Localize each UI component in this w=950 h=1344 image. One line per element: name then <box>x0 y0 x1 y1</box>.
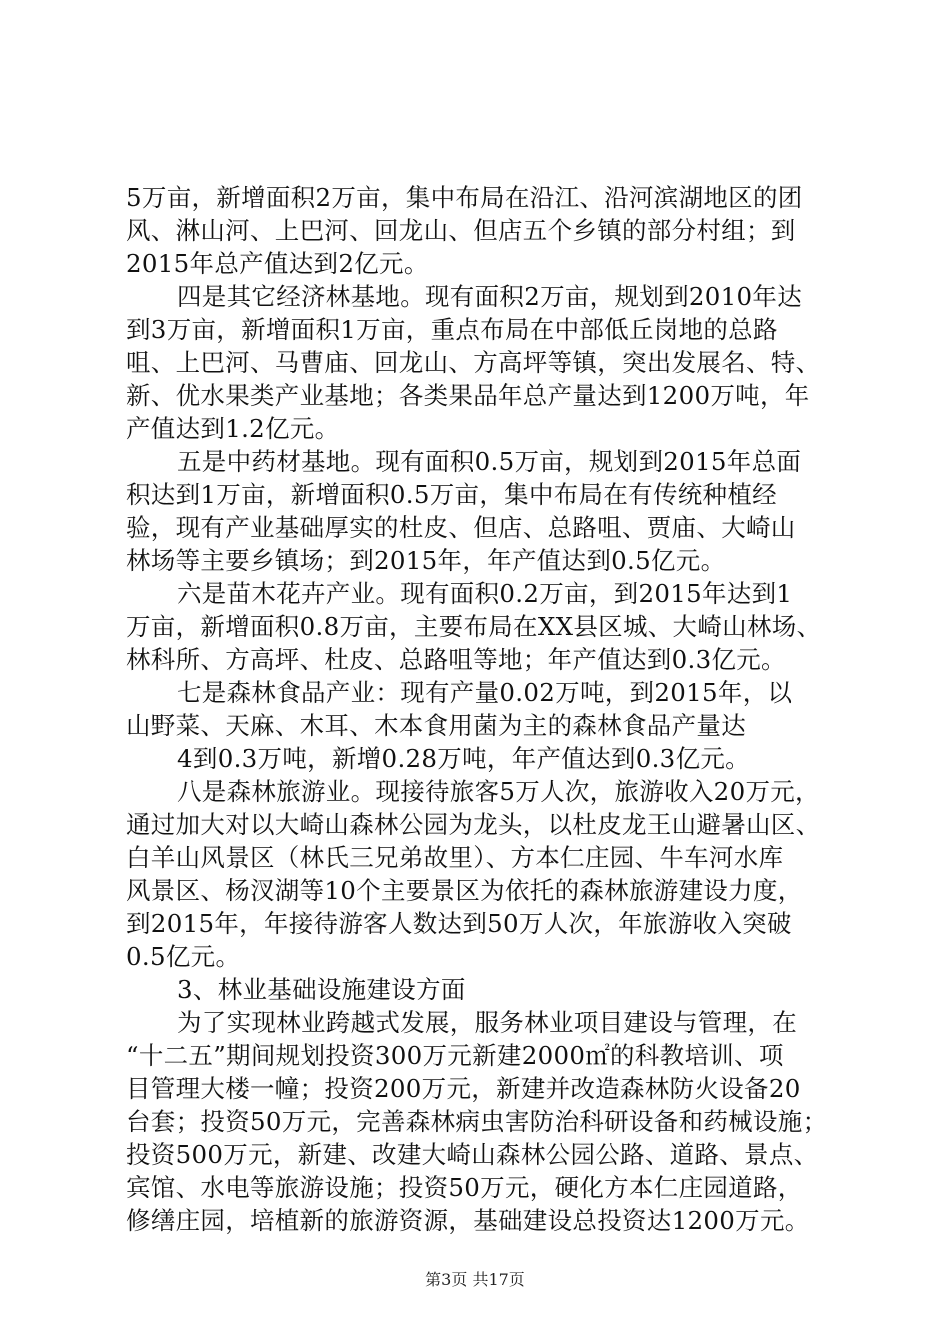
body-text-line: “十二五”期间规划投资300万元新建2000㎡的科教培训、项 <box>126 1041 784 1070</box>
body-text-line: 风、淋山河、上巴河、回龙山、但店五个乡镇的部分村组；到 <box>126 216 796 245</box>
body-text-line: 新、优水果类产业基地；各类果品年总产量达到1200万吨，年 <box>126 381 810 410</box>
body-text-line: 到2015年，年接待游客人数达到50万人次，年旅游收入突破 <box>126 909 792 938</box>
body-text-line: 白羊山风景区（林氏三兄弟故里）、方本仁庄园、牛车河水库 <box>126 843 784 872</box>
body-text-line: 山野菜、天麻、木耳、木本食用菌为主的森林食品产量达 <box>126 711 746 740</box>
body-text-line: 到3万亩，新增面积1万亩，重点布局在中部低丘岗地的总路 <box>126 315 778 344</box>
body-text-line: 0.5亿元。 <box>126 942 241 971</box>
paragraph-first-line: 七是森林食品产业：现有产量0.02万吨，到2015年，以 <box>177 678 793 707</box>
paragraph-first-line: 五是中药材基地。现有面积0.5万亩，规划到2015年总面 <box>177 447 802 476</box>
body-text-line: 咀、上巴河、马曹庙、回龙山、方高坪等镇，突出发展名、特、 <box>126 348 821 377</box>
body-text-line: 产值达到1.2亿元。 <box>126 414 340 443</box>
body-text-line: 积达到1万亩，新增面积0.5万亩，集中布局在有传统种植经 <box>126 480 777 509</box>
paragraph-first-line: 四是其它经济林基地。现有面积2万亩，规划到2010年达 <box>177 282 803 311</box>
body-text-line: 验，现有产业基础厚实的杜皮、但店、总路咀、贾庙、大崎山 <box>126 513 796 542</box>
paragraph-first-line: 六是苗木花卉产业。现有面积0.2万亩，到2015年达到1 <box>177 579 793 608</box>
body-text-line: 林场等主要乡镇场；到2015年，年产值达到0.5亿元。 <box>126 546 726 575</box>
page-number-footer: 第3页 共17页 <box>425 1270 525 1289</box>
body-text-line: 万亩，新增面积0.8万亩，主要布局在XX县区城、大崎山林场、 <box>126 612 822 641</box>
body-text-line: 4到0.3万吨，新增0.28万吨，年产值达到0.3亿元。 <box>177 744 750 773</box>
body-text-line: 目管理大楼一幢；投资200万元，新建并改造森林防火设备20 <box>126 1074 801 1103</box>
paragraph-first-line: 为了实现林业跨越式发展，服务林业项目建设与管理，在 <box>177 1008 797 1037</box>
section-heading: 3、林业基础设施建设方面 <box>177 975 466 1004</box>
body-text-line: 投资500万元，新建、改建大崎山森林公园公路、道路、景点、 <box>126 1140 819 1169</box>
paragraph-first-line: 八是森林旅游业。现接待旅客5万人次，旅游收入20万元， <box>177 777 820 806</box>
body-text-line: 宾馆、水电等旅游设施；投资50万元，硬化方本仁庄园道路， <box>126 1173 803 1202</box>
body-text-line: 林科所、方高坪、杜皮、总路咀等地；年产值达到0.3亿元。 <box>126 645 786 674</box>
body-text-line: 2015年总产值达到2亿元。 <box>126 249 429 278</box>
body-text-line: 修缮庄园，培植新的旅游资源，基础建设总投资达1200万元。 <box>126 1206 810 1235</box>
body-text-line: 通过加大对以大崎山森林公园为龙头，以杜皮龙王山避暑山区、 <box>126 810 821 839</box>
body-text-line: 5万亩，新增面积2万亩，集中布局在沿江、沿河滨湖地区的团 <box>126 183 803 212</box>
body-text-line: 风景区、杨汊湖等10个主要景区为依托的森林旅游建设力度， <box>126 876 803 905</box>
body-text-line: 台套；投资50万元，完善森林病虫害防治科研设备和药械设施； <box>126 1107 828 1136</box>
